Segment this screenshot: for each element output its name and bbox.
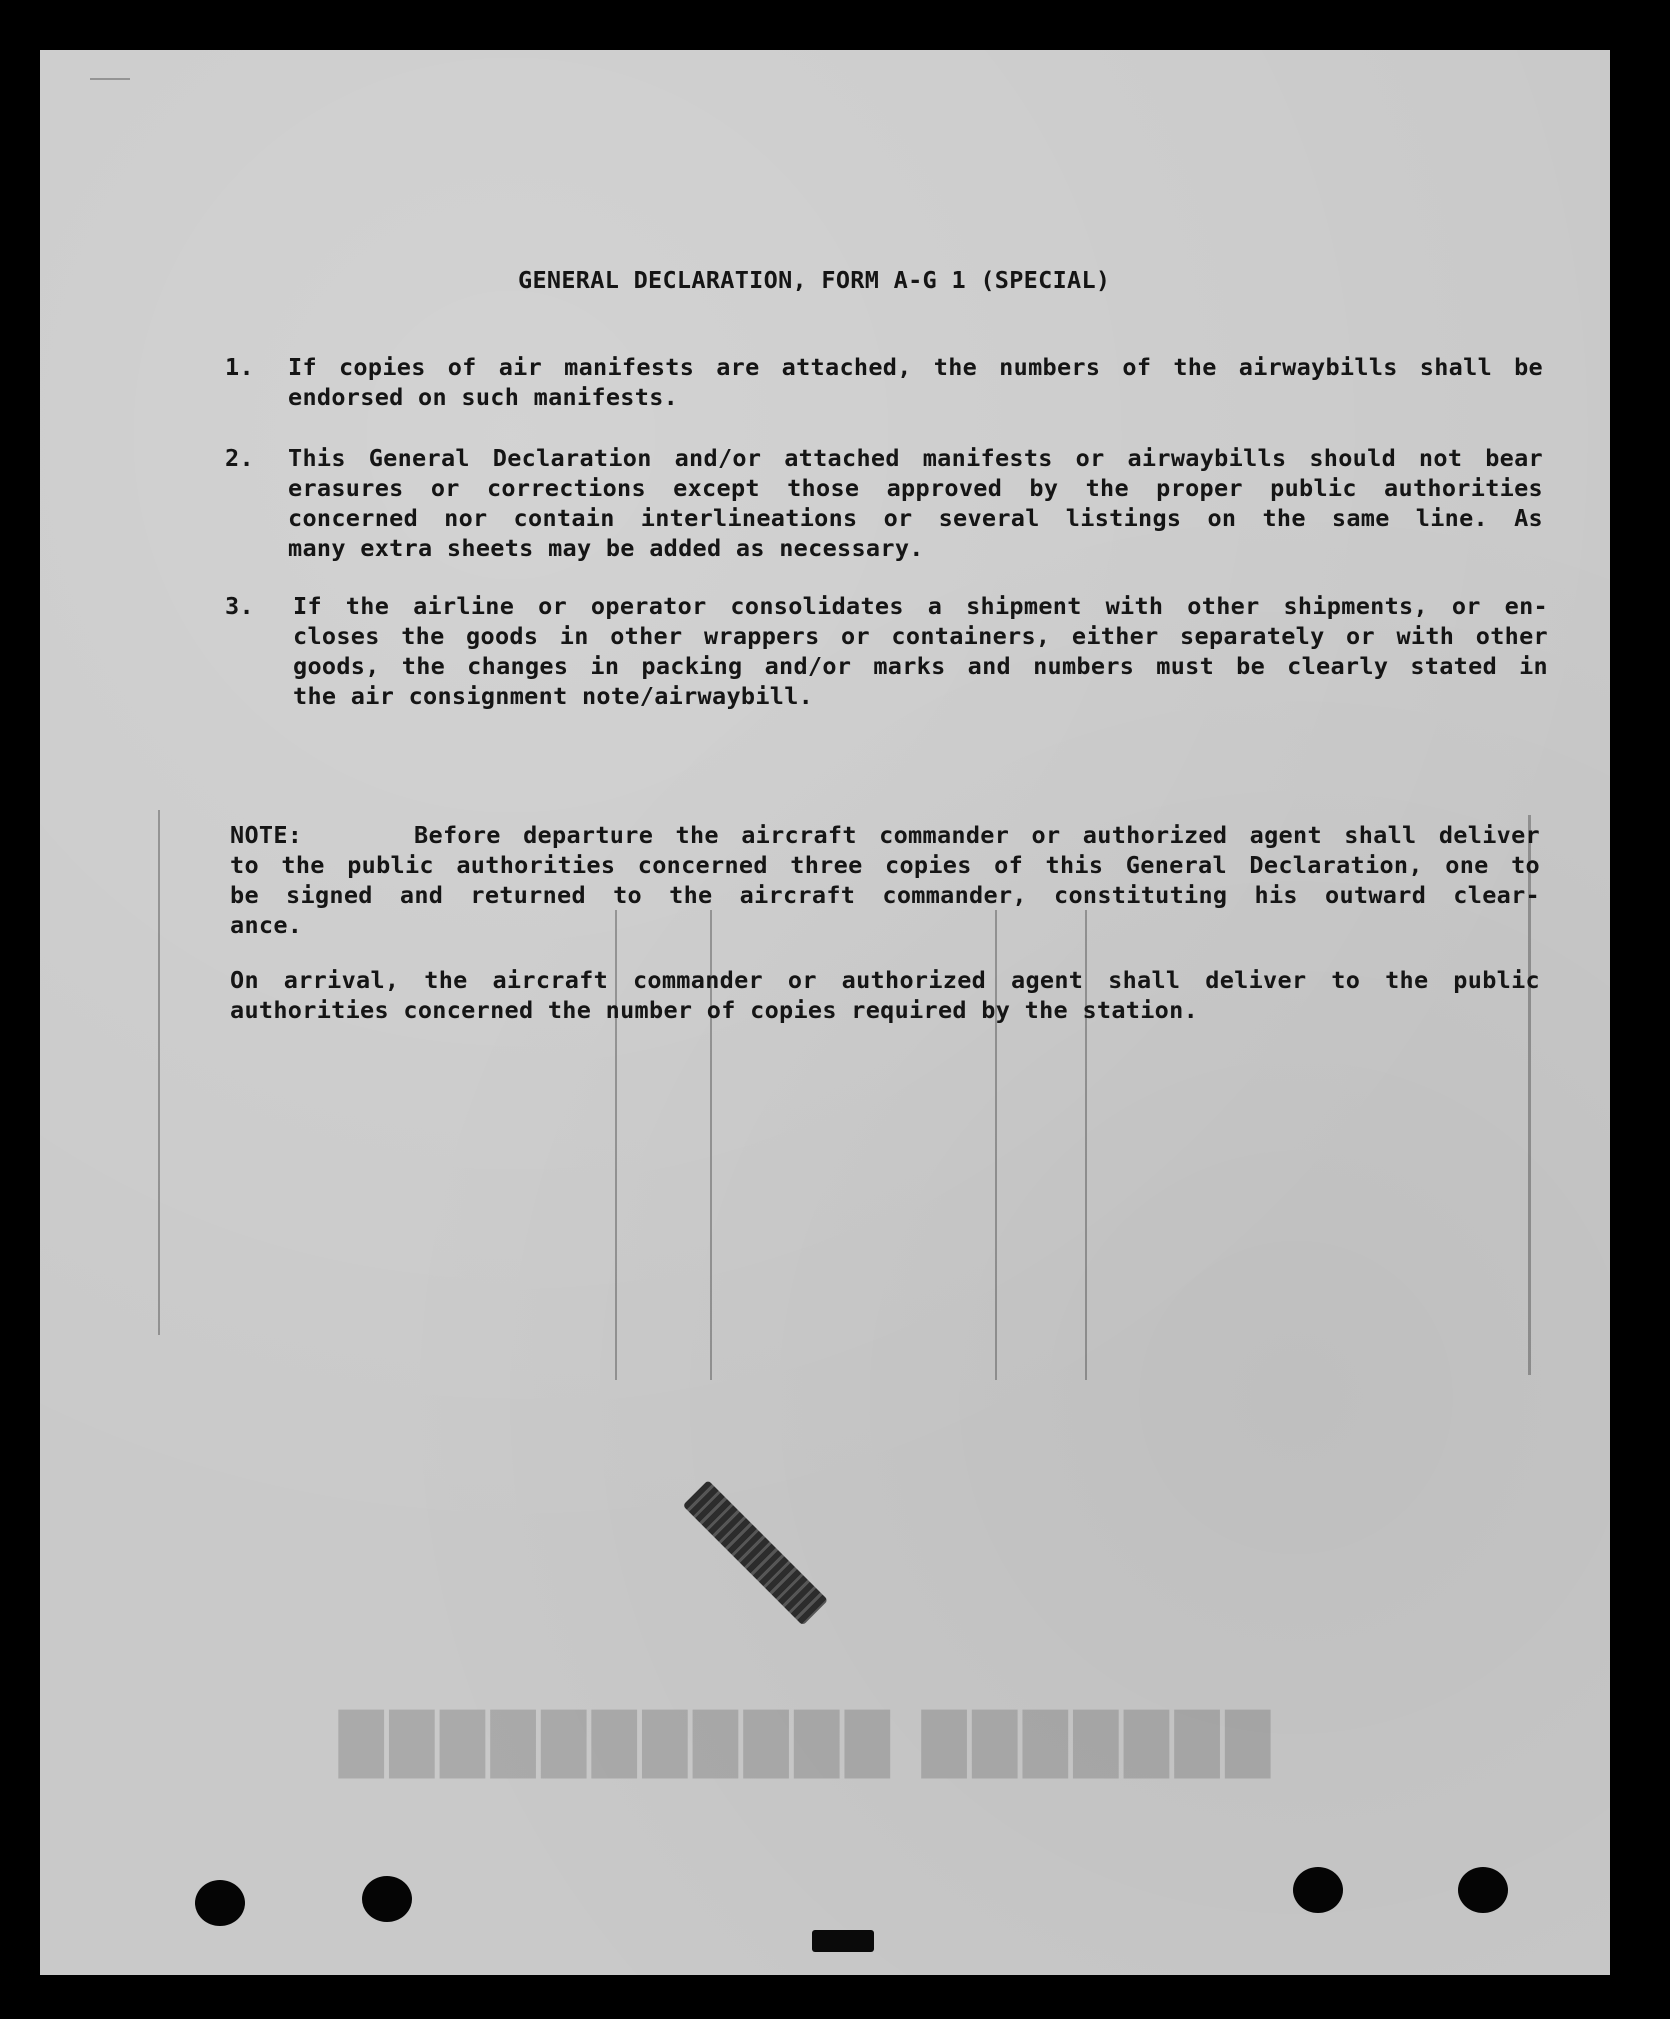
item-number: 2. xyxy=(225,444,254,472)
item-number: 1. xyxy=(225,353,254,381)
note-line: to the public authorities concerned three copies of this General Declaration, one to xyxy=(230,851,1540,879)
note-paragraph-1 xyxy=(230,820,1540,940)
item-line: If copies of air manifests are attached, the numbers of the airwaybills shall be xyxy=(288,353,1543,381)
note-line: authorities concerned the number of copies required by the station. xyxy=(230,996,1199,1024)
rubber-stamp-mark xyxy=(683,1480,829,1626)
note-paragraph-2 xyxy=(230,965,1540,1025)
item-body xyxy=(288,443,1543,563)
item-line: closes the goods in other wrappers or containers, either separately or with other xyxy=(293,622,1548,650)
bleed-through-rule xyxy=(90,78,130,80)
punch-hole xyxy=(1458,1867,1508,1913)
punch-hole xyxy=(1293,1867,1343,1913)
item-number: 3. xyxy=(225,592,254,620)
binding-tab-mark xyxy=(812,1930,874,1952)
item-line: This General Declaration and/or attached manifests or airwaybills should not bear xyxy=(288,444,1543,472)
item-line: If the airline or operator consolidates a shipment with other shipments, or en- xyxy=(293,592,1548,620)
document-title: GENERAL DECLARATION, FORM A-G 1 (SPECIAL) xyxy=(518,266,1111,294)
item-line: concerned nor contain interlineations or several listings on the same line. As xyxy=(288,504,1543,532)
item-body xyxy=(288,352,1543,412)
note-line: ance. xyxy=(230,911,303,939)
item-line: the air consignment note/airwaybill. xyxy=(293,682,814,710)
item-line: endorsed on such manifests. xyxy=(288,383,679,411)
note-line: On arrival, the aircraft commander or authorized agent shall deliver to the public xyxy=(230,966,1540,994)
document-page xyxy=(40,50,1610,1975)
punch-hole xyxy=(362,1876,412,1922)
punch-hole xyxy=(195,1880,245,1926)
bleed-through-table-frame-left xyxy=(158,810,160,1335)
note-line: be signed and returned to the aircraft commander, constituting his outward clear- xyxy=(230,881,1540,909)
item-line: erasures or corrections except those approved by the proper public authorities xyxy=(288,474,1543,502)
item-line: many extra sheets may be added as necessary. xyxy=(288,534,924,562)
bleed-through-large-heading: ███████ ███████████ xyxy=(332,1710,1270,1778)
note-line: NOTE: Before departure the aircraft commander or authorized agent shall deliver xyxy=(230,821,1540,849)
item-line: goods, the changes in packing and/or marks and numbers must be clearly stated in xyxy=(293,652,1548,680)
item-body xyxy=(293,591,1548,711)
